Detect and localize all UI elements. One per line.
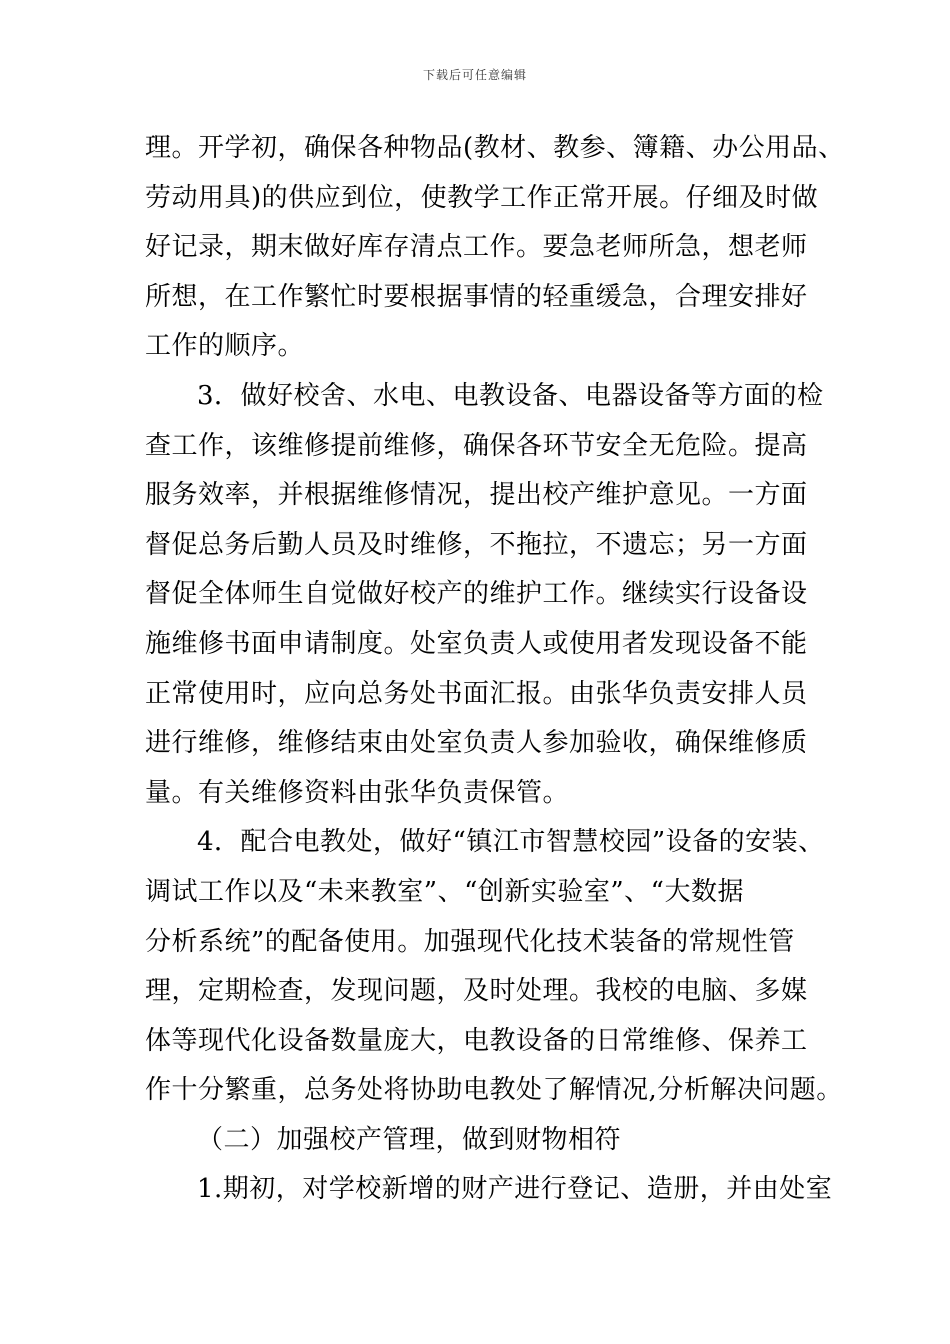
text-line: 4．配合电教处，做好“镇江市智慧校园”设备的安装、 xyxy=(197,827,825,858)
text-line: 进行维修，维修结束由处室负责人参加验收，确保维修质 xyxy=(145,728,808,759)
text-line: 理，定期检查，发现问题，及时处理。我校的电脑、多媒 xyxy=(145,976,808,1007)
text-line: 施维修书面申请制度。处室负责人或使用者发现设备不能 xyxy=(145,628,808,659)
text-line: 正常使用时，应向总务处书面汇报。由张华负责安排人员 xyxy=(145,678,808,709)
text-line: 查工作，该维修提前维修，确保各环节安全无危险。提高 xyxy=(145,430,808,461)
text-line: 分析系统”的配备使用。加强现代化技术装备的常规性管 xyxy=(145,926,795,957)
text-line: 督促全体师生自觉做好校产的维护工作。继续实行设备设 xyxy=(145,579,808,610)
text-line: 体等现代化设备数量庞大，电教设备的日常维修、保养工 xyxy=(145,1025,808,1056)
text-line: 理。开学初，确保各种物品(教材、教参、簿籍、办公用品、 xyxy=(145,133,845,163)
text-line: 作十分繁重，总务处将协助电教处了解情况,分析解决问题。 xyxy=(145,1075,843,1106)
text-line: 所想，在工作繁忙时要根据事情的轻重缓急，合理安排好 xyxy=(145,281,808,312)
text-line: 工作的顺序。 xyxy=(145,331,305,362)
text-line: 3．做好校舍、水电、电教设备、电器设备等方面的检 xyxy=(197,380,824,411)
document-body xyxy=(145,124,845,1215)
text-line: 好记录，期末做好库存清点工作。要急老师所急，想老师 xyxy=(145,232,808,263)
text-line: 督促总务后勤人员及时维修，不拖拉，不遗忘；另一方面 xyxy=(145,529,808,560)
text-line: 劳动用具)的供应到位，使教学工作正常开展。仔细及时做 xyxy=(145,182,819,213)
text-line: （二）加强校产管理，做到财物相符 xyxy=(197,1124,622,1155)
text-line: 1.期初，对学校新增的财产进行登记、造册，并由处室 xyxy=(197,1174,833,1205)
text-line: 调试工作以及“未来教室”、“创新实验室”、“大数据 xyxy=(145,876,744,907)
text-line: 服务效率，并根据维修情况，提出校产维护意见。一方面 xyxy=(145,480,808,511)
header-note: 下载后可任意编辑 xyxy=(422,68,527,82)
text-line: 量。有关维修资料由张华负责保管。 xyxy=(145,777,570,808)
